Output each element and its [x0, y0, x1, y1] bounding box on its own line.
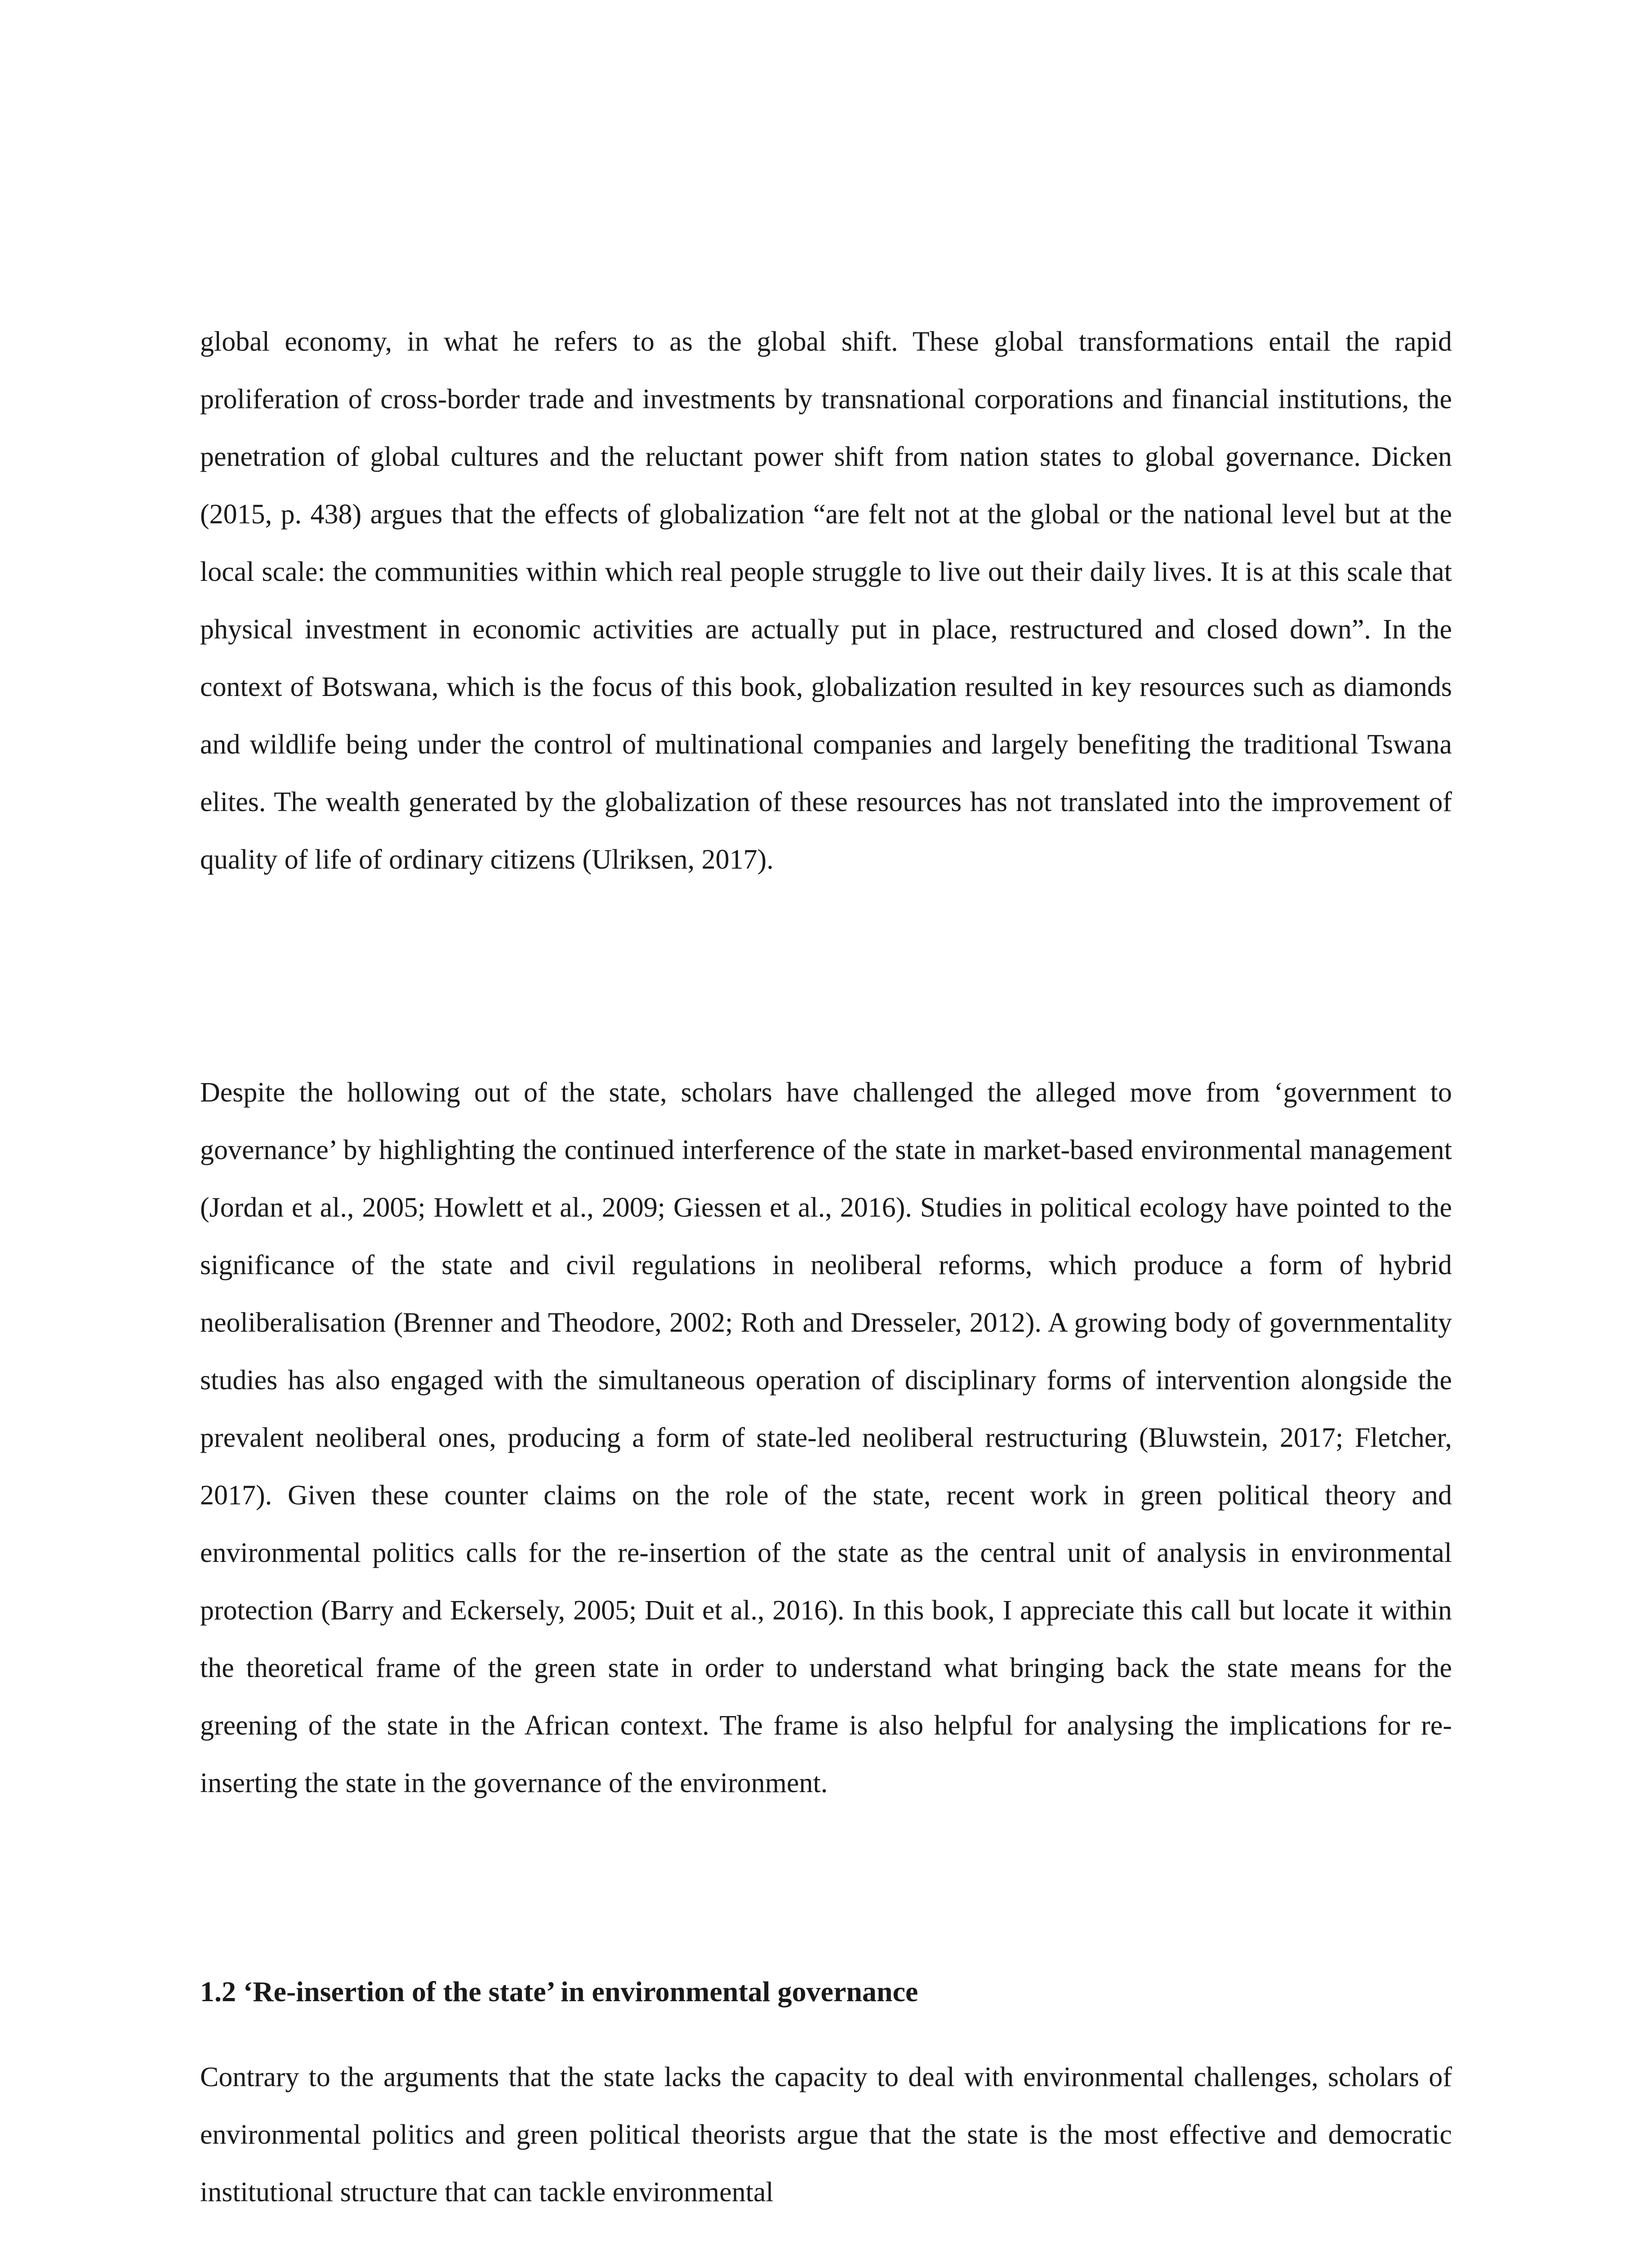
- body-paragraph: global economy, in what he refers to as the global shift. These global transformations entail the rapid proliferation of cross-border trade and investments by transnational corporations and financial institutions, the penetration of global cultures and the reluctant power shift from nation states to global governance. Dicken (2015, p. 438) argues that the effects of globalization “are felt not at the global or the national level but at the local scale: the communities within which real people struggle to live out their daily lives. It is at this scale that physical investment in economic activities are actually put in place, restructured and closed down”. In the context of Botswana, which is the focus of this book, globalization resulted in key resources such as diamonds and wildlife being under the control of multinational companies and largely benefiting the traditional Tswana elites. The wealth generated by the globalization of these resources has not translated into the improvement of quality of life of ordinary citizens (Ulriksen, 2017).: [200, 326, 1452, 875]
- body-paragraph: Despite the hollowing out of the state, scholars have challenged the alleged move from ‘government to governance’ by highlighting the continued interference of the state in market-based environmental management (Jordan et al., 2005; Howlett et al., 2009; Giessen et al., 2016). Studies in political ecology have pointed to the significance of the state and civil regulations in neoliberal reforms, which produce a form of hybrid neoliberalisation (Brenner and Theodore, 2002; Roth and Dresseler, 2012). A growing body of governmentality studies has also engaged with the simultaneous operation of disciplinary forms of intervention alongside the prevalent neoliberal ones, producing a form of state-led neoliberal restructuring (Bluwstein, 2017; Fletcher, 2017). Given these counter claims on the role of the state, recent work in green political theory and environmental politics calls for the re-insertion of the state as the central unit of analysis in environmental protection (Barry and Eckersely, 2005; Duit et al., 2016). In this book, I appreciate this call but locate it within the theoretical frame of the green state in order to understand what bringing back the state means for the greening of the state in the African context. The frame is also helpful for analysing the implications for re-inserting the state in the governance of the environment.: [200, 1077, 1452, 1798]
- body-paragraph: Contrary to the arguments that the state lacks the capacity to deal with environmental challenges, scholars of environmental politics and green political theorists argue that the state is the most effective and democratic institutional structure that can tackle environmental: [200, 2062, 1452, 2208]
- section-heading: 1.2 ‘Re-insertion of the state’ in environmental governance: [200, 1976, 918, 2007]
